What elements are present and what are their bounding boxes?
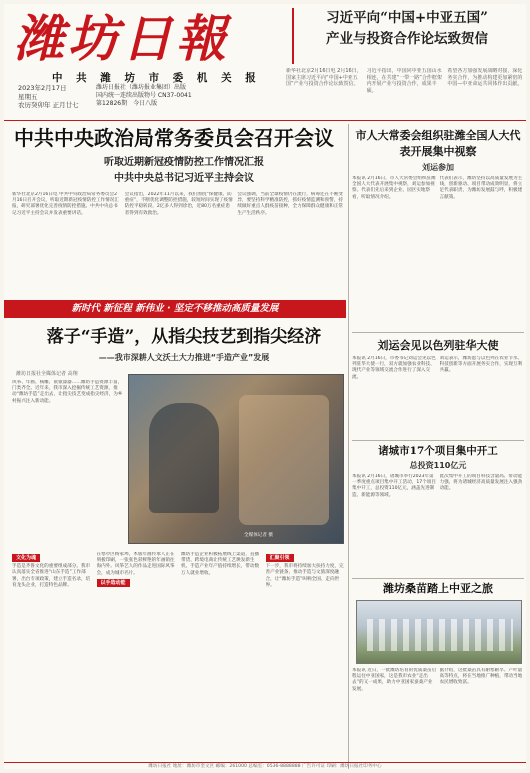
headline-line-1: 习近平向“中国+中亚五国” (326, 10, 488, 26)
article-column: 据介绍，这批桑苗具有耐寒耐旱、产叶量高等特点，将在当地推广种植，带动当地农民增收致富。 (439, 668, 523, 686)
right-article-3-headline[interactable]: 诸城市17个项目集中开工 (378, 445, 498, 457)
top-column: 习近平指出，中国同中亚五国山水相连，在共建“一带一路”合作框架内开展产业与投资合作，成果丰硕。 (366, 68, 442, 94)
top-column: 新华社北京2月16日电 2月16日，国家主席习近平向“中国+中亚五国”产业与投资合作论坛致贺信。 (286, 68, 362, 88)
article-column (181, 552, 262, 762)
newspaper-logo: 潍坊日報 (14, 9, 230, 68)
feature-photo[interactable] (128, 374, 344, 544)
page-footer: 潍坊日报社 地址：潍坊市奎文区 邮编：261000 总编室：0536-8888888 广告许可证 印刷：潍坊日报社印务中心 (4, 762, 526, 769)
article-column: 新华社北京2月16日电 中共中央政治局常务委员会2月16日召开会议，听取近期新冠疫情防控工作情况汇报，研究部署优化完善疫情防控措施。中共中央总书记习近平主持会议并发表重要讲话。 (12, 192, 119, 216)
top-article-columns (286, 68, 524, 118)
feature-byline: 潍坊日报社全媒体记者 高翔 (16, 371, 78, 377)
column-text: 下一步，我市将持续加大扶持力度，完善产业链条，推动手造与文旅深度融合，让“潍坊手造”叫响全国、走向世界。 (265, 564, 344, 588)
article-column: 本报讯 2月16日，市委书记刘运会见以色列驻华大使一行，双方就加强农业科技、现代产业等领域交流合作进行了深入交流。 (352, 356, 436, 380)
cn-number: 国内统一连续出版物号 CN37-0041 (96, 92, 192, 99)
newspaper-page (4, 4, 526, 769)
right-article-1-headline[interactable]: 市人大常委会组织驻潍全国人大代表开展集中视察 (355, 129, 521, 158)
article-column: 刘运表示，潍坊愿与以色列在农业节水、科技创新等方面开展务实合作，实现互利共赢。 (439, 356, 523, 374)
publication-info (96, 84, 236, 108)
feature-intro: 风筝、年画、核雕、嵌银漆器……潍坊手造资源丰富，门类齐全。近年来，我市深入挖掘传统工艺资源，推动“潍坊手造”走出去，让指尖技艺变成指尖经济，为乡村振兴注入新动能。 (12, 380, 123, 404)
headline-line-2: 产业与投资合作论坛致贺信 (326, 31, 488, 47)
masthead-subtitle: 中 共 潍 坊 市 委 机 关 报 (52, 72, 261, 84)
article-column (266, 552, 347, 762)
right-article-2-headline[interactable]: 刘运会见以色列驻华大使 (377, 339, 499, 352)
column-text: 在寒亭区杨家埠，木版年画传承人正在刻板印刷，一张张色彩鲜艳的年画销往海内外。风筝艺人的作品走进国际风筝会，成为城市名片。 (96, 552, 175, 576)
right-article-1-body (352, 176, 524, 326)
top-right-headline[interactable] (290, 8, 524, 66)
article-column: 此次集中开工的项目科技含量高、带动能力强，将为诸城经济高质量发展注入强劲动能。 (439, 474, 523, 492)
article-column: 代表们表示，潍坊坚持以高质量发展为主线，创新驱动、项目带动成效明显，将立足代表职责，为潍坊发展鼓与呼，积极建言献策。 (439, 176, 523, 200)
column-divider (348, 124, 349, 769)
lead-headline[interactable]: 中共中央政治局常务委员会召开会议 (14, 126, 334, 150)
feature-headline[interactable]: 落子“手造”，从指尖技艺到指尖经济 (46, 327, 322, 347)
article-column: 会议强调，当前全球疫情仍在流行，病毒还在不断变异，要坚持科学精准防控，抓好疫情监测和预警，持续做好重点人群疫苗接种，全力保障群众健康和正常生产生活秩序。 (237, 192, 344, 216)
headline-accent-rule (292, 8, 294, 64)
issue-pages (96, 100, 236, 108)
right-article-3-body (352, 474, 524, 574)
publisher: 潍坊日报社（潍坊报业集团）出版 (96, 84, 187, 91)
section-tag: 文化为魂 (12, 554, 40, 562)
right-article-4-headline[interactable]: 潍坊桑苗踏上中亚之旅 (383, 582, 493, 595)
column-text: 潍坊手造企业积极拓展线上渠道，直播带货、跨境电商让传统工艺焕发新生机，手造产业年产值持续增长，带动数万人就业增收。 (181, 552, 260, 576)
issue-number: 第12826期 (96, 100, 128, 107)
feature-subheadline: ——我市深耕人文沃土大力推进“手造产业”发展 (98, 353, 270, 362)
theme-banner (4, 300, 346, 318)
photo-caption: 全媒体记者 摄 (244, 533, 274, 538)
article-column: 本报讯 近日，一批潍坊培育的优质桑苗启程运往中亚国家，这是我市农业“走出去”的又一成果，助力中亚国家蚕桑产业发展。 (352, 668, 437, 692)
right-article-2-body (352, 356, 524, 436)
column-text: 手造是齐鲁文化的重要组成部分。我市认真落实全省推进“山东手造”工作部署，出台专项政策，建立手造名录，培育龙头企业，打造特色品牌。 (12, 564, 91, 588)
lead-article-body (12, 192, 346, 290)
weekday: 星期五 (18, 92, 38, 101)
lunar-date: 农历癸卯年 正月廿七 (18, 101, 79, 109)
mulberry-seedlings-photo[interactable] (356, 600, 522, 664)
issue-date: 2023年2月17日 (18, 84, 67, 92)
article-divider (352, 332, 524, 333)
article-column: 本报讯 2月16日，市人大常委会组织驻潍全国人大代表开展集中视察，刘运参加视察。代表们先后来到企业、园区实地察看，听取情况介绍。 (352, 176, 436, 200)
lead-subheadline: 听取近期新冠疫情防控工作情况汇报 (104, 157, 264, 168)
feature-article-body (12, 552, 346, 762)
date-block (18, 84, 82, 110)
right-article-1-subheadline: 刘运参加 (422, 163, 454, 172)
article-divider (352, 578, 524, 579)
top-column: 希望各方加强发展战略对接，深化务实合作，为推动构建更加紧密的中国—中亚命运共同体作出贡献。 (447, 68, 523, 88)
article-divider (352, 440, 524, 441)
article-column (12, 552, 93, 762)
page-count: 今日八版 (133, 100, 158, 107)
right-article-3-subheadline: 总投资110亿元 (409, 461, 467, 470)
section-tag: 以手造动能 (97, 579, 130, 587)
masthead-divider (4, 120, 526, 121)
section-tag: 汇聚引领 (266, 554, 294, 562)
article-column: 会议指出，2022年11月以来，我们围绕“保健康、防重症”，不断优化调整防控措施，较短时间实现了疫情防控平稳转段，2亿多人得到诊治，近80万名重症患者得到有效救治。 (124, 192, 233, 216)
lead-subheadline-2: 中共中央总书记习近平主持会议 (114, 173, 254, 184)
banner-text: 新时代 新征程 新伟业 · 坚定不移推动高质量发展 (71, 303, 279, 314)
article-column (97, 552, 178, 762)
article-column: 本报讯 2月16日，诸城市举行2023年第一季度重点项目集中开工活动，17个项目集中开工，总投资110亿元，涵盖先进制造、新能源等领域。 (352, 474, 436, 498)
right-article-4-body (352, 668, 524, 764)
